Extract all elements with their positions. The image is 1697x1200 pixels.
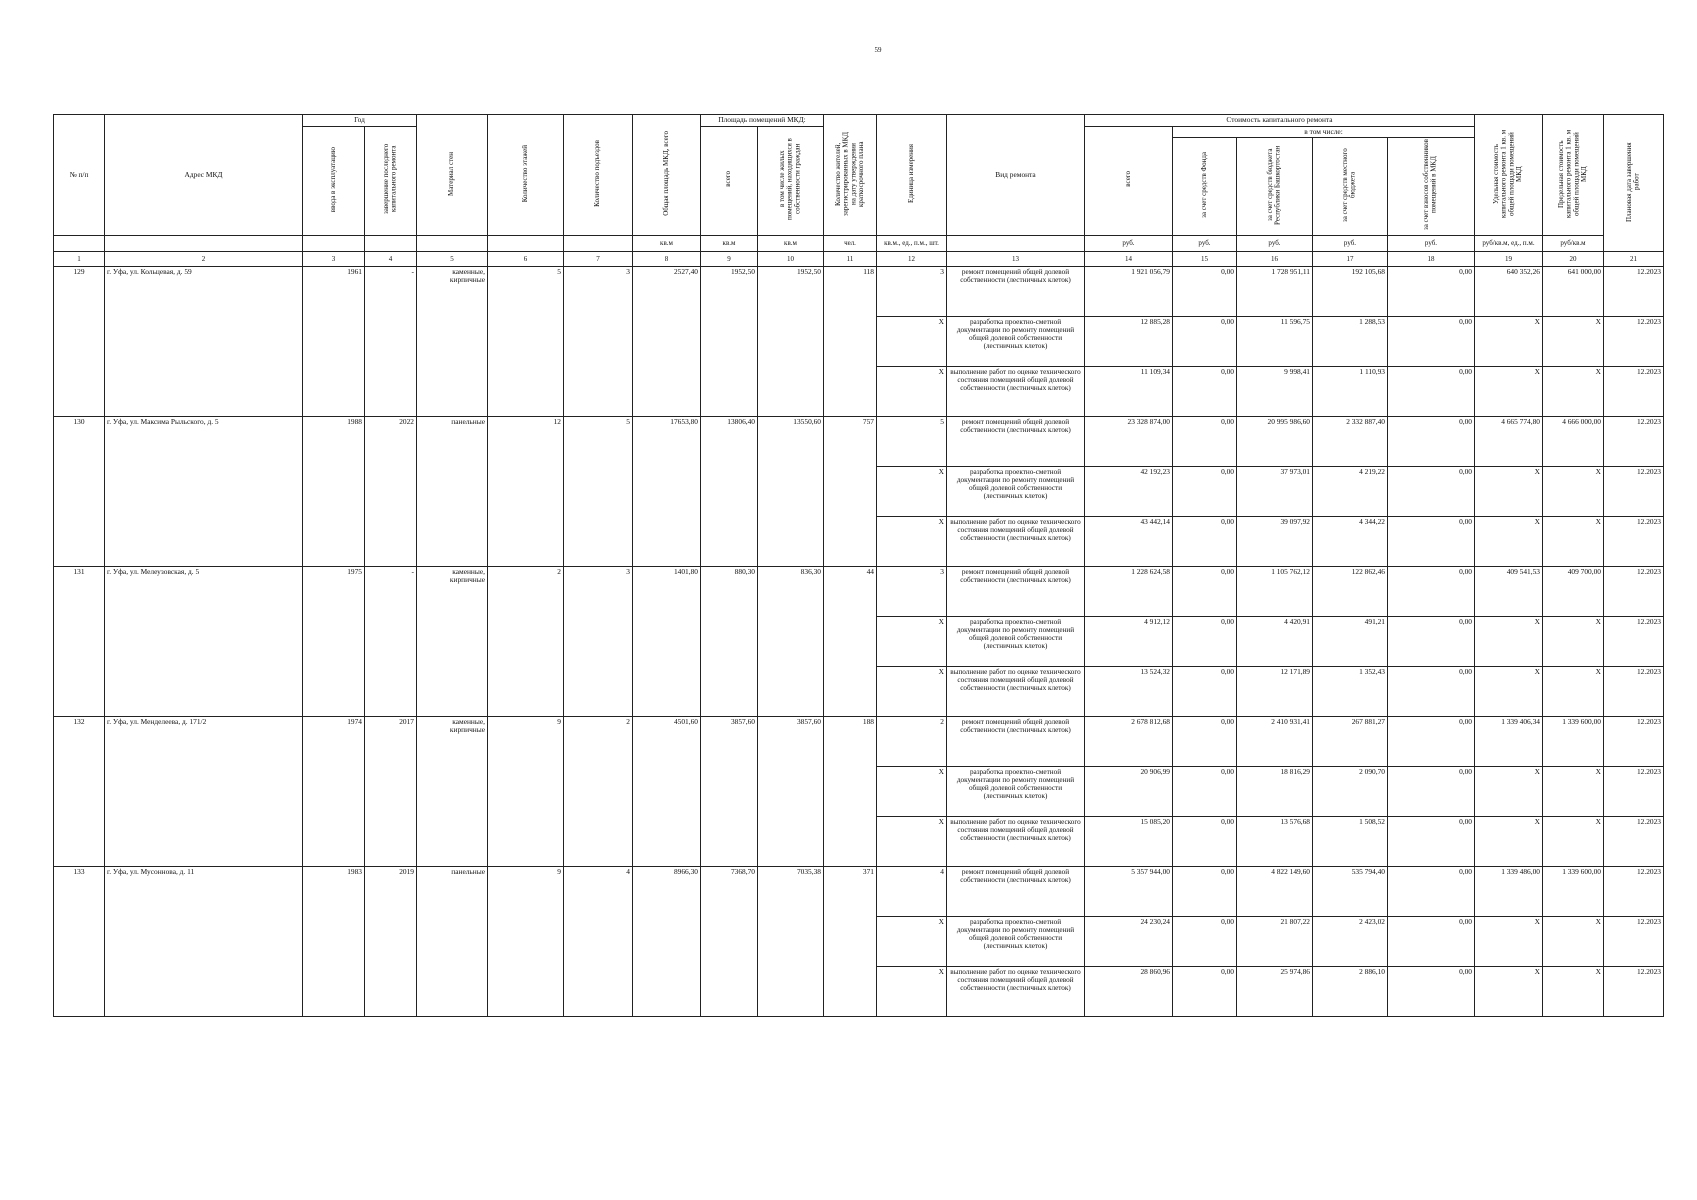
max-cost: X (1543, 766, 1604, 816)
premises-area: 3857,60 (701, 716, 758, 866)
repair-type: ремонт помещений общей долевой собственности (лестничных клеток) (947, 716, 1085, 766)
house-number: 133 (54, 866, 105, 1016)
house-address: г. Уфа, ул. Менделеева, д. 171/2 (105, 716, 303, 866)
planned-date: 12.2023 (1604, 966, 1664, 1016)
header-repair-type: Вид ремонта (947, 115, 1085, 236)
cost-republic: 9 998,41 (1237, 366, 1313, 416)
total-area: 4501,60 (633, 716, 701, 866)
residential-area: 7035,38 (758, 866, 824, 1016)
column-number: 1 (54, 251, 105, 266)
max-cost: 1 339 600,00 (1543, 716, 1604, 766)
unit-cost: X (1475, 316, 1543, 366)
cost-fund: 0,00 (1173, 616, 1237, 666)
repair-type: ремонт помещений общей долевой собственности (лестничных клеток) (947, 866, 1085, 916)
column-number: 21 (1604, 251, 1664, 266)
house-number: 129 (54, 266, 105, 416)
cost-owners: 0,00 (1388, 966, 1475, 1016)
house-address: г. Уфа, ул. Максима Рыльского, д. 5 (105, 416, 303, 566)
work-unit: 3 (877, 266, 947, 316)
unit-cost-total: руб. (1085, 235, 1173, 251)
planned-date: 12.2023 (1604, 716, 1664, 766)
house-number: 130 (54, 416, 105, 566)
cost-fund: 0,00 (1173, 416, 1237, 466)
cost-fund: 0,00 (1173, 816, 1237, 866)
cost-republic: 21 807,22 (1237, 916, 1313, 966)
cost-fund: 0,00 (1173, 866, 1237, 916)
cost-local: 4 219,22 (1313, 466, 1388, 516)
repair-type: выполнение работ по оценке технического состояния помещений общей долевой собственности (лестничных клеток) (947, 666, 1085, 716)
cost-fund: 0,00 (1173, 466, 1237, 516)
year-commissioned: 1975 (303, 566, 365, 716)
unit-cost: X (1475, 516, 1543, 566)
column-number: 14 (1085, 251, 1173, 266)
cost-owners: 0,00 (1388, 666, 1475, 716)
column-number: 10 (758, 251, 824, 266)
cost-local: 535 794,40 (1313, 866, 1388, 916)
header-premises-group: Площадь помещений МКД: (701, 115, 824, 127)
cost-local: 1 508,52 (1313, 816, 1388, 866)
work-unit: 5 (877, 416, 947, 466)
table-row (54, 716, 1664, 766)
planned-date: 12.2023 (1604, 366, 1664, 416)
repair-type: ремонт помещений общей долевой собственности (лестничных клеток) (947, 416, 1085, 466)
entrance-count: 3 (564, 266, 633, 416)
cost-republic: 1 105 762,12 (1237, 566, 1313, 616)
work-unit: X (877, 466, 947, 516)
repair-type: разработка проектно-сметной документации по ремонту помещений общей долевой собственности (лестничных клеток) (947, 316, 1085, 366)
unit-cost-republic: руб. (1237, 235, 1313, 251)
column-number: 13 (947, 251, 1085, 266)
column-number: 2 (105, 251, 303, 266)
cost-fund: 0,00 (1173, 366, 1237, 416)
column-number: 11 (824, 251, 877, 266)
cost-total: 11 109,34 (1085, 366, 1173, 416)
table-row (54, 416, 1664, 466)
residential-area: 836,30 (758, 566, 824, 716)
year-last-repair: - (365, 566, 417, 716)
repair-type: разработка проектно-сметной документации по ремонту помещений общей долевой собственности (лестничных клеток) (947, 766, 1085, 816)
entrance-count: 4 (564, 866, 633, 1016)
max-cost: X (1543, 666, 1604, 716)
work-unit: 3 (877, 566, 947, 616)
cost-owners: 0,00 (1388, 766, 1475, 816)
residents-count: 44 (824, 566, 877, 716)
cost-local: 2 423,02 (1313, 916, 1388, 966)
unit-cost: 1 339 406,34 (1475, 716, 1543, 766)
planned-date: 12.2023 (1604, 816, 1664, 866)
cost-owners: 0,00 (1388, 266, 1475, 316)
planned-date: 12.2023 (1604, 666, 1664, 716)
unit-max-cost: руб/кв.м (1543, 235, 1604, 251)
cost-republic: 25 974,86 (1237, 966, 1313, 1016)
header-residents: Количество жителей, зарегистрированных в МКД на дату утверждения краткосрочного плана (824, 115, 877, 236)
cost-total: 1 921 056,79 (1085, 266, 1173, 316)
wall-material: каменные, кирпичные (417, 566, 488, 716)
cost-owners: 0,00 (1388, 516, 1475, 566)
cost-fund: 0,00 (1173, 916, 1237, 966)
wall-material: панельные (417, 416, 488, 566)
work-unit: 2 (877, 716, 947, 766)
work-unit: X (877, 516, 947, 566)
column-number: 16 (1237, 251, 1313, 266)
unit-residents: чел. (824, 235, 877, 251)
table-row (54, 266, 1664, 316)
cost-total: 23 328 874,00 (1085, 416, 1173, 466)
premises-area: 880,30 (701, 566, 758, 716)
unit-cost: X (1475, 366, 1543, 416)
work-unit: X (877, 366, 947, 416)
header-premises-residential: в том числе жилых помещений, находящихся в собственности граждан (758, 126, 824, 235)
total-area: 2527,40 (633, 266, 701, 416)
cost-total: 1 228 624,58 (1085, 566, 1173, 616)
cost-total: 13 524,32 (1085, 666, 1173, 716)
unit-cell (488, 235, 564, 251)
cost-local: 1 288,53 (1313, 316, 1388, 366)
column-number: 19 (1475, 251, 1543, 266)
column-number: 4 (365, 251, 417, 266)
repair-type: выполнение работ по оценке технического состояния помещений общей долевой собственности (лестничных клеток) (947, 516, 1085, 566)
header-unit-cost: Удельная стоимость капитального ремонта 1 кв. м общей площади помещений МКД (1475, 115, 1543, 236)
cost-republic: 1 728 951,11 (1237, 266, 1313, 316)
cost-total: 24 230,24 (1085, 916, 1173, 966)
house-address: г. Уфа, ул. Мусоннова, д. 11 (105, 866, 303, 1016)
house-address: г. Уфа, ул. Мелеузовская, д. 5 (105, 566, 303, 716)
max-cost: X (1543, 316, 1604, 366)
premises-area: 13806,40 (701, 416, 758, 566)
cost-total: 5 357 944,00 (1085, 866, 1173, 916)
cost-owners: 0,00 (1388, 816, 1475, 866)
cost-republic: 13 576,68 (1237, 816, 1313, 866)
planned-date: 12.2023 (1604, 416, 1664, 466)
residential-area: 3857,60 (758, 716, 824, 866)
cost-local: 2 090,70 (1313, 766, 1388, 816)
cost-fund: 0,00 (1173, 666, 1237, 716)
floor-count: 2 (488, 566, 564, 716)
header-address: Адрес МКД (105, 115, 303, 236)
cost-republic: 4 822 149,60 (1237, 866, 1313, 916)
max-cost: X (1543, 516, 1604, 566)
header-cost-incl: в том числе: (1173, 126, 1475, 138)
max-cost: X (1543, 816, 1604, 866)
planned-date: 12.2023 (1604, 916, 1664, 966)
residents-count: 371 (824, 866, 877, 1016)
work-unit: X (877, 666, 947, 716)
header-year-group: Год (303, 115, 417, 127)
wall-material: панельные (417, 866, 488, 1016)
wall-material: каменные, кирпичные (417, 716, 488, 866)
floor-count: 12 (488, 416, 564, 566)
unit-cell (365, 235, 417, 251)
residential-area: 1952,50 (758, 266, 824, 416)
cost-republic: 20 995 986,60 (1237, 416, 1313, 466)
header-floors: Количество этажей (488, 115, 564, 236)
year-last-repair: 2019 (365, 866, 417, 1016)
work-unit: 4 (877, 866, 947, 916)
cost-local: 2 886,10 (1313, 966, 1388, 1016)
repair-type: разработка проектно-сметной документации по ремонту помещений общей долевой собственности (лестничных клеток) (947, 466, 1085, 516)
repair-type: ремонт помещений общей долевой собственности (лестничных клеток) (947, 266, 1085, 316)
cost-local: 192 105,68 (1313, 266, 1388, 316)
unit-cost: X (1475, 666, 1543, 716)
planned-date: 12.2023 (1604, 766, 1664, 816)
year-commissioned: 1974 (303, 716, 365, 866)
work-unit: X (877, 816, 947, 866)
residents-count: 188 (824, 716, 877, 866)
year-commissioned: 1983 (303, 866, 365, 1016)
header-premises-total: всего (701, 126, 758, 235)
year-commissioned: 1961 (303, 266, 365, 416)
cost-republic: 12 171,89 (1237, 666, 1313, 716)
planned-date: 12.2023 (1604, 316, 1664, 366)
repair-type: выполнение работ по оценке технического состояния помещений общей долевой собственности (лестничных клеток) (947, 366, 1085, 416)
unit-cost: X (1475, 766, 1543, 816)
unit-cost-fund: руб. (1173, 235, 1237, 251)
header-walls: Материал стен (417, 115, 488, 236)
cost-fund: 0,00 (1173, 516, 1237, 566)
unit-cost: 409 541,53 (1475, 566, 1543, 616)
residents-count: 118 (824, 266, 877, 416)
cost-local: 1 352,43 (1313, 666, 1388, 716)
header-cost-group: Стоимость капитального ремонта (1085, 115, 1475, 127)
house-address: г. Уфа, ул. Кольцевая, д. 59 (105, 266, 303, 416)
cost-owners: 0,00 (1388, 916, 1475, 966)
max-cost: X (1543, 366, 1604, 416)
planned-date: 12.2023 (1604, 516, 1664, 566)
cost-fund: 0,00 (1173, 566, 1237, 616)
unit-cost-local: руб. (1313, 235, 1388, 251)
premises-area: 7368,70 (701, 866, 758, 1016)
cost-owners: 0,00 (1388, 316, 1475, 366)
year-commissioned: 1988 (303, 416, 365, 566)
entrance-count: 2 (564, 716, 633, 866)
cost-local: 1 110,93 (1313, 366, 1388, 416)
cost-republic: 2 410 931,41 (1237, 716, 1313, 766)
max-cost: X (1543, 916, 1604, 966)
repair-plan-sheet (53, 114, 1664, 1017)
units-row (54, 235, 1664, 251)
header-year-commission: ввода в эксплуатацию (303, 126, 365, 235)
wall-material: каменные, кирпичные (417, 266, 488, 416)
cost-republic: 37 973,01 (1237, 466, 1313, 516)
repair-type: выполнение работ по оценке технического состояния помещений общей долевой собственности (лестничных клеток) (947, 816, 1085, 866)
cost-total: 42 192,23 (1085, 466, 1173, 516)
column-number: 6 (488, 251, 564, 266)
table-row (54, 566, 1664, 616)
cost-local: 267 881,27 (1313, 716, 1388, 766)
cost-local: 2 332 887,40 (1313, 416, 1388, 466)
cost-total: 2 678 812,68 (1085, 716, 1173, 766)
planned-date: 12.2023 (1604, 566, 1664, 616)
cost-total: 4 912,12 (1085, 616, 1173, 666)
total-area: 8966,30 (633, 866, 701, 1016)
floor-count: 9 (488, 716, 564, 866)
unit-cost: X (1475, 616, 1543, 666)
unit-cost-owners: руб. (1388, 235, 1475, 251)
max-cost: 409 700,00 (1543, 566, 1604, 616)
column-number: 8 (633, 251, 701, 266)
column-number: 12 (877, 251, 947, 266)
residents-count: 757 (824, 416, 877, 566)
unit-cost: X (1475, 916, 1543, 966)
cost-owners: 0,00 (1388, 466, 1475, 516)
header-cost-republic: за счет средств бюджета Республики Башкортостан (1237, 138, 1313, 236)
residential-area: 13550,60 (758, 416, 824, 566)
planned-date: 12.2023 (1604, 616, 1664, 666)
entrance-count: 5 (564, 416, 633, 566)
planned-date: 12.2023 (1604, 266, 1664, 316)
column-number: 20 (1543, 251, 1604, 266)
header-unit: Единица измерения (877, 115, 947, 236)
column-number: 9 (701, 251, 758, 266)
header-max-cost: Предельная стоимость капитального ремонта 1 кв. м общей площади помещений МКД (1543, 115, 1604, 236)
repair-type: разработка проектно-сметной документации по ремонту помещений общей долевой собственности (лестничных клеток) (947, 916, 1085, 966)
max-cost: 641 000,00 (1543, 266, 1604, 316)
max-cost: X (1543, 616, 1604, 666)
house-number: 131 (54, 566, 105, 716)
year-last-repair: - (365, 266, 417, 416)
unit-measure: кв.м., ед., п.м., шт. (877, 235, 947, 251)
work-unit: X (877, 616, 947, 666)
cost-local: 4 344,22 (1313, 516, 1388, 566)
unit-cost: X (1475, 466, 1543, 516)
cost-owners: 0,00 (1388, 716, 1475, 766)
column-number: 17 (1313, 251, 1388, 266)
column-number: 15 (1173, 251, 1237, 266)
header-num: № п/п (54, 115, 105, 236)
repair-type: разработка проектно-сметной документации по ремонту помещений общей долевой собственности (лестничных клеток) (947, 616, 1085, 666)
max-cost: 4 666 000,00 (1543, 416, 1604, 466)
unit-cell (105, 235, 303, 251)
entrance-count: 3 (564, 566, 633, 716)
unit-cost: X (1475, 966, 1543, 1016)
header-cost-total: всего (1085, 126, 1173, 235)
cost-owners: 0,00 (1388, 866, 1475, 916)
cost-total: 20 906,99 (1085, 766, 1173, 816)
cost-total: 28 860,96 (1085, 966, 1173, 1016)
cost-total: 15 085,20 (1085, 816, 1173, 866)
unit-cell (303, 235, 365, 251)
unit-cell (947, 235, 1085, 251)
cost-fund: 0,00 (1173, 766, 1237, 816)
total-area: 1401,80 (633, 566, 701, 716)
total-area: 17653,80 (633, 416, 701, 566)
header-total-area: Общая площадь МКД, всего (633, 115, 701, 236)
unit-cost: 4 665 774,80 (1475, 416, 1543, 466)
house-number: 132 (54, 716, 105, 866)
cost-owners: 0,00 (1388, 616, 1475, 666)
work-unit: X (877, 966, 947, 1016)
header-cost-fund: за счет средств Фонда (1173, 138, 1237, 236)
cost-owners: 0,00 (1388, 416, 1475, 466)
cost-republic: 4 420,91 (1237, 616, 1313, 666)
unit-cost: 640 352,26 (1475, 266, 1543, 316)
header-cost-local: за счет средств местного бюджета (1313, 138, 1388, 236)
repair-type: выполнение работ по оценке технического состояния помещений общей долевой собственности (лестничных клеток) (947, 966, 1085, 1016)
work-unit: X (877, 916, 947, 966)
repair-plan-table (53, 114, 1664, 1017)
page-number: 59 (874, 46, 882, 54)
max-cost: X (1543, 466, 1604, 516)
table-row (54, 866, 1664, 916)
cost-total: 12 885,28 (1085, 316, 1173, 366)
floor-count: 5 (488, 266, 564, 416)
header-cost-owners: за счет взносов собственников помещений в МКД (1388, 138, 1475, 236)
unit-cell (54, 235, 105, 251)
repair-type: ремонт помещений общей долевой собственности (лестничных клеток) (947, 566, 1085, 616)
unit-cost: 1 339 486,00 (1475, 866, 1543, 916)
max-cost: 1 339 600,00 (1543, 866, 1604, 916)
max-cost: X (1543, 966, 1604, 1016)
floor-count: 9 (488, 866, 564, 1016)
cost-owners: 0,00 (1388, 566, 1475, 616)
table-body (54, 266, 1664, 1016)
column-numbers-row (54, 251, 1664, 266)
cost-owners: 0,00 (1388, 366, 1475, 416)
cost-republic: 18 816,29 (1237, 766, 1313, 816)
cost-local: 491,21 (1313, 616, 1388, 666)
header-year-last-repair: завершение последнего капитального ремонта (365, 126, 417, 235)
unit-premises-res: кв.м (758, 235, 824, 251)
column-number: 5 (417, 251, 488, 266)
work-unit: X (877, 766, 947, 816)
year-last-repair: 2022 (365, 416, 417, 566)
unit-area-total: кв.м (633, 235, 701, 251)
unit-cell (417, 235, 488, 251)
cost-fund: 0,00 (1173, 266, 1237, 316)
cost-fund: 0,00 (1173, 316, 1237, 366)
planned-date: 12.2023 (1604, 866, 1664, 916)
premises-area: 1952,50 (701, 266, 758, 416)
work-unit: X (877, 316, 947, 366)
cost-fund: 0,00 (1173, 716, 1237, 766)
header-entrances: Количество подъездов (564, 115, 633, 236)
header-planned-date: Плановая дата завершения работ (1604, 115, 1664, 252)
cost-local: 122 862,46 (1313, 566, 1388, 616)
cost-fund: 0,00 (1173, 966, 1237, 1016)
cost-republic: 39 097,92 (1237, 516, 1313, 566)
planned-date: 12.2023 (1604, 466, 1664, 516)
unit-cost: X (1475, 816, 1543, 866)
cost-total: 43 442,14 (1085, 516, 1173, 566)
column-number: 7 (564, 251, 633, 266)
unit-cell (564, 235, 633, 251)
table-header (54, 115, 1664, 267)
unit-premises-total: кв.м (701, 235, 758, 251)
column-number: 18 (1388, 251, 1475, 266)
year-last-repair: 2017 (365, 716, 417, 866)
unit-unit-cost: руб/кв.м, ед., п.м. (1475, 235, 1543, 251)
cost-republic: 11 596,75 (1237, 316, 1313, 366)
column-number: 3 (303, 251, 365, 266)
